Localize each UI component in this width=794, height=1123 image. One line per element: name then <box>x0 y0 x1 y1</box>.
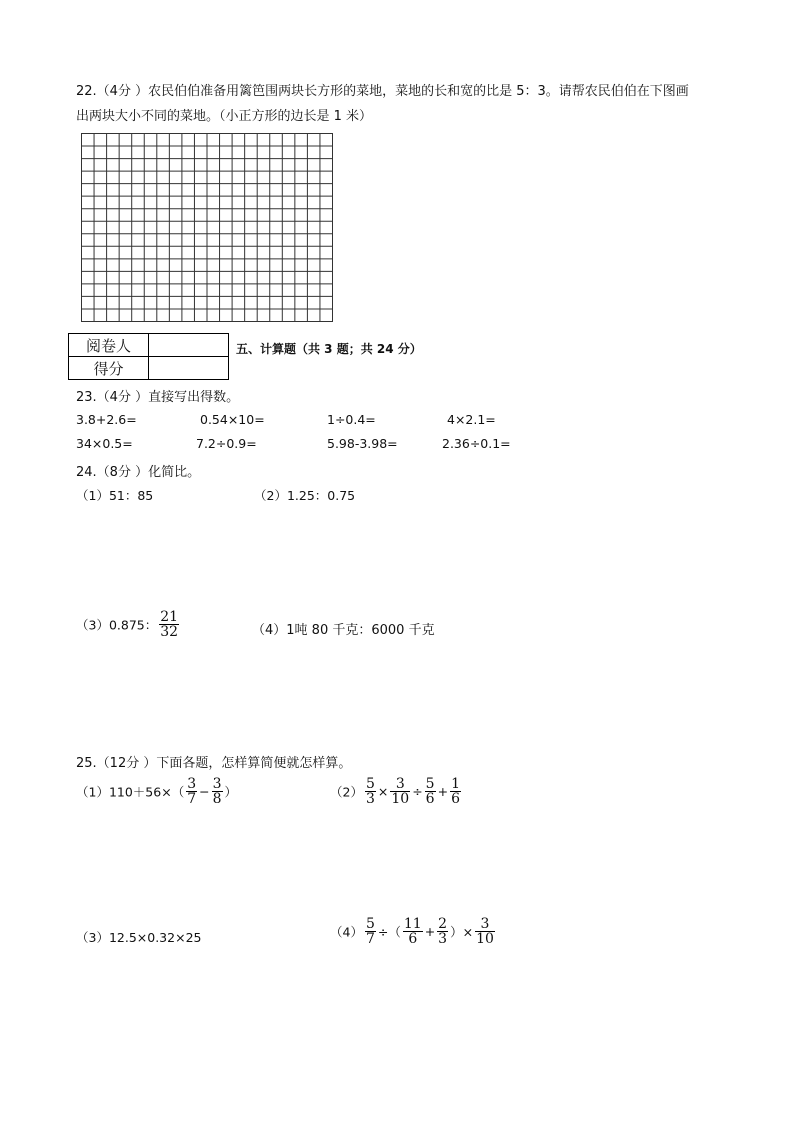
q24-part3 <box>76 610 181 639</box>
fraction <box>403 917 423 946</box>
q25-part1-text: （1）110＋56×（ <box>76 784 185 800</box>
q25-title: 25.（12分 ）下面各题，怎样算简便就怎样算。 <box>76 756 352 771</box>
q22-line1: 22.（4分 ）农民伯伯准备用篱笆围两块长方形的菜地，菜地的长和宽的比是 5：3。请帮农民伯伯在下图画 <box>76 84 689 99</box>
fraction-denominator: 8 <box>212 791 222 807</box>
fraction <box>437 917 448 946</box>
reviewer-label: 阅卷人 <box>69 334 149 357</box>
fraction-denominator: 7 <box>365 931 375 947</box>
fraction-numerator: 3 <box>187 776 197 792</box>
q24-title: 24.（8分 ）化简比。 <box>76 465 201 480</box>
q25-part4 <box>330 917 497 946</box>
section-title: 五、计算题（共 3 题；共 24 分） <box>236 342 422 356</box>
fraction-denominator: 7 <box>187 791 197 807</box>
q23-item: 4×2.1= <box>447 412 496 427</box>
score-cell[interactable] <box>149 357 229 380</box>
reviewer-cell[interactable] <box>149 334 229 357</box>
fraction <box>186 777 197 806</box>
operator: + <box>424 924 436 939</box>
operator: ÷ <box>412 784 423 799</box>
q23-item: 0.54×10= <box>200 412 265 427</box>
fraction <box>159 610 179 639</box>
q25-part2 <box>330 777 463 806</box>
fraction-denominator: 6 <box>451 791 460 807</box>
score-label: 得分 <box>69 357 149 380</box>
q23-title: 23.（4分 ）直接写出得数。 <box>76 390 240 405</box>
score-table <box>68 333 229 380</box>
operator: ÷（ <box>377 924 401 940</box>
operator: − <box>199 784 210 799</box>
fraction-numerator: 1 <box>451 776 460 792</box>
fraction <box>365 777 376 806</box>
q25-part1 <box>76 777 237 806</box>
q23-item: 1÷0.4= <box>327 412 376 427</box>
operator: + <box>437 784 449 799</box>
fraction-denominator: 6 <box>425 791 435 807</box>
q23-item: 34×0.5= <box>76 436 133 451</box>
fraction <box>475 917 495 946</box>
fraction <box>365 917 376 946</box>
fraction <box>425 777 436 806</box>
fraction-numerator: 5 <box>425 776 435 792</box>
fraction-denominator: 32 <box>160 624 179 640</box>
q23-item: 3.8+2.6= <box>76 412 137 427</box>
q23-item: 2.36÷0.1= <box>442 436 511 451</box>
q25-part4-text: （4） <box>330 924 363 940</box>
q24-part2: （2）1.25：0.75 <box>254 488 356 503</box>
fraction-numerator: 3 <box>475 917 495 932</box>
fraction-numerator: 11 <box>403 916 422 932</box>
q25-part3: （3）12.5×0.32×25 <box>76 930 202 945</box>
fraction-numerator: 21 <box>160 609 179 625</box>
q24-part4: （4）1吨 80 千克：6000 千克 <box>252 623 435 638</box>
fraction-denominator: 10 <box>391 791 410 807</box>
operator: ） <box>224 784 238 800</box>
fraction-numerator: 5 <box>365 916 375 932</box>
fraction <box>450 777 461 806</box>
q23-item: 7.2÷0.9= <box>196 436 257 451</box>
fraction-denominator: 6 <box>408 931 418 947</box>
fraction-denominator: 3 <box>438 931 448 947</box>
fraction <box>390 777 410 806</box>
operator: × <box>377 784 389 799</box>
fraction-denominator: 3 <box>365 791 375 807</box>
square-grid <box>81 133 333 322</box>
fraction-numerator: 3 <box>212 776 222 792</box>
q23-item: 5.98-3.98= <box>327 436 398 451</box>
q25-part2-text: （2） <box>330 784 363 800</box>
q24-part3-text: （3）0.875： <box>76 617 158 633</box>
q24-part1: （1）51：85 <box>76 488 154 503</box>
fraction-numerator: 5 <box>365 776 375 792</box>
fraction-numerator: 3 <box>390 777 410 792</box>
operator: ）× <box>450 924 474 940</box>
fraction-numerator: 2 <box>438 916 448 932</box>
q22-line2: 出两块大小不同的菜地。（小正方形的边长是 1 米） <box>76 109 373 124</box>
fraction <box>212 777 223 806</box>
fraction-denominator: 10 <box>476 931 494 947</box>
